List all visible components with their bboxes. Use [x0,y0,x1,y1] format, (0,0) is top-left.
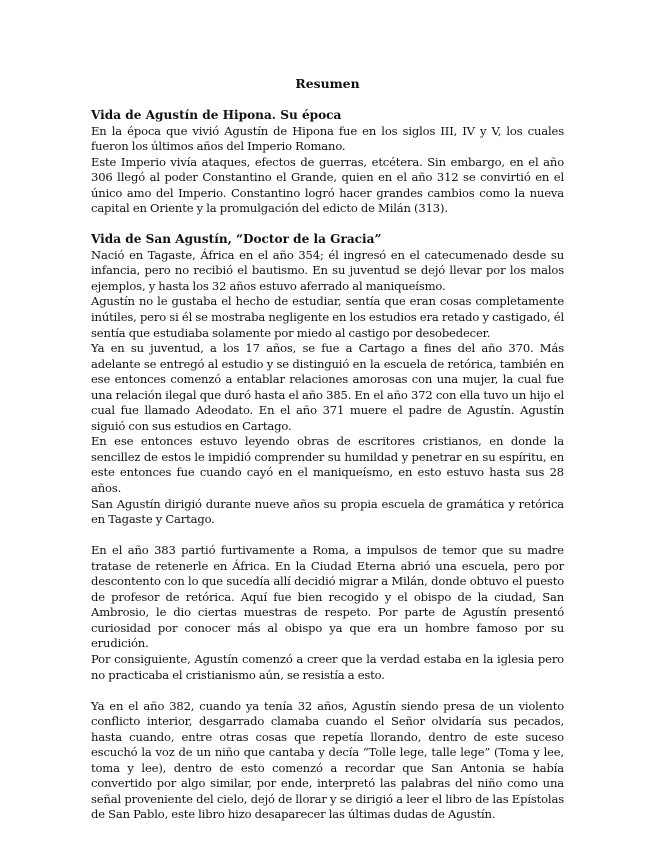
section-spacer [91,683,564,699]
paragraph: San Agustín dirigió durante nueve años su propia escuela de gramática y retórica en Tagaste y Cartago. [91,496,564,527]
paragraph: Agustín no le gustaba el hecho de estudiar, sentía que eran cosas completamente inútiles, pero si él se mostraba negligente en los estudios era retado y castigado, él sentía que estudiaba solamente por miedo al castigo por desobedecer. [91,294,564,340]
section-conversion [91,699,564,823]
paragraph: Ya en el año 382, cuando ya tenía 32 años, Agustín siendo presa de un violento conflicto interior, desgarrado clamaba cuando el Señor olvidaría sus pecados, hasta cuando, entre otras cosas que repetía llorando, dentro de este suceso escuchó la voz de un niño que cantaba y decía “Tolle lege, talle lege” (Toma y lee, toma y lee), dentro de esto comenzó a recordar que San Antonia se había convertido por algo similar, por ende, interpretó las palabras del niño como una señal proveniente del cielo, dejó de llorar y se dirigió a leer el libro de las Epístolas de San Pablo, este libro hizo desaparecer las últimas dudas de Agustín. [91,698,564,822]
paragraph: En ese entonces estuvo leyendo obras de escritores cristianos, en donde la sencillez de estos le impidió comprender su humildad y penetrar en su espíritu, en este entonces fue cuando cayó en el maniqueísmo, en esto estuvo hasta sus 28 años. [91,434,564,495]
section-spacer [91,217,564,233]
paragraph: En el año 383 partió furtivamente a Roma, a impulsos de temor que su madre tratase de retenerle en África. En la Ciudad Eterna abrió una escuela, pero por descontento con lo que sucedía allí decidió migrar a Milán, donde obtuvo el puesto de profesor de retórica. Aquí fue bien recogido y el obispo de la ciudad, San Ambrosio, le dio ciertas muestras de respeto. Por parte de Agustín presentó curiosidad por conocer más al obispo ya que era un hombre famoso por su erudición. [91,543,564,651]
paragraph: Este Imperio vivía ataques, efectos de guerras, etcétera. Sin embargo, en el año 306 llegó al poder Constantino el Grande, quien en el año 312 se convirtió en el único amo del Imperio. Constantino logró hacer grandes cambios como la nueva capital en Oriente y la promulgación del edicto de Milán (313). [91,154,564,216]
section-heading-vida: Vida de San Agustín, “Doctor de la Gracia” [91,232,382,247]
paragraph: En la época que vivió Agustín de Hipona fue en los siglos III, IV y V, los cuales fueron los últimos años del Imperio Romano. [91,123,564,154]
section-spacer [91,528,564,544]
paragraph: Ya en su juventud, a los 17 años, se fue a Cartago a fines del año 370. Más adelante se entregó al estudio y se distinguió en la escuela de retórica, también en ese entonces comenzó a entablar relaciones amorosas con una mujer, la cual fue una relación ilegal que duró hasta el año 385. En el año 372 con ella tuvo un hijo el cual fue llamado Adeodato. En el año 371 muere el padre de Agustín. Agustín siguió con sus estudios en Cartago. [91,341,564,433]
paragraph: Nació en Tagaste, África en el año 354; él ingresó en el catecumenado desde su infancia, pero no recibió el bautismo. En su juventud se dejó llevar por los malos ejemplos, y hasta los 32 años estuvo aferrado al maniqueísmo. [91,247,564,293]
section-heading-epoca: Vida de Agustín de Hipona. Su época [91,108,342,122]
section-epoca [91,108,564,217]
section-vida [91,232,564,527]
paragraph: Por consiguiente, Agustín comenzó a creer que la verdad estaba en la iglesia pero no practicaba el cristianismo aún, se resistía a esto. [91,651,564,682]
document-title: Resumen [295,76,360,91]
document-body [91,76,564,823]
section-roma [91,543,564,683]
